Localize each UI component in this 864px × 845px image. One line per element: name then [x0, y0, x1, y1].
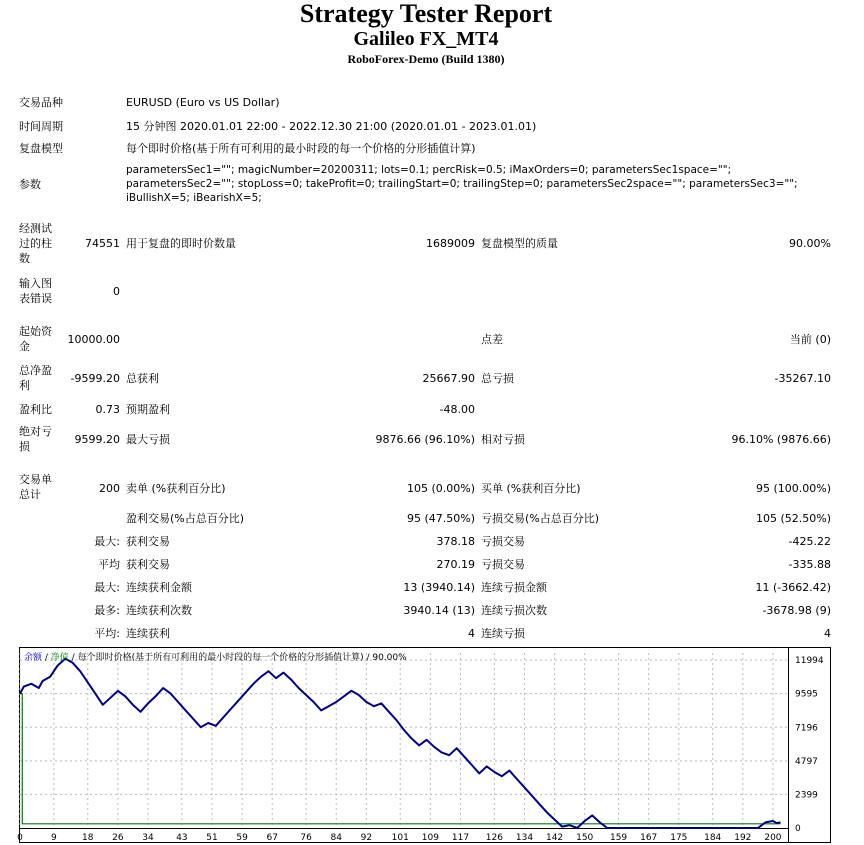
legend-sep-3: /	[363, 653, 373, 663]
short-positions-label: 卖单 (%获利百分比)	[126, 482, 226, 495]
max-drawdown-label: 最大亏损	[126, 433, 170, 446]
average-profit-value: 270.19	[436, 558, 475, 571]
errors-label: 输入图表错误	[19, 277, 52, 305]
server-build: RoboForex-Demo (Build 1380)	[347, 52, 505, 66]
rel-drawdown-label: 相对亏损	[481, 433, 525, 446]
chart-frame	[20, 648, 831, 843]
largest-loss-value: -425.22	[788, 535, 831, 548]
avg-consec-label: 平均:	[94, 627, 120, 640]
legend-equity: 净值	[50, 653, 69, 663]
expected-payoff-label: 预期盈利	[126, 403, 170, 416]
period-label: 时间周期	[19, 120, 63, 133]
y-tick-label: 0	[795, 824, 801, 834]
x-tick-label: 150	[576, 833, 594, 843]
report-title: Strategy Tester Report	[299, 0, 553, 28]
largest-profit-label: 获利交易	[126, 535, 170, 548]
quality-label: 复盘模型的质量	[481, 237, 558, 250]
balance-chart	[19, 647, 831, 843]
maximal-profit-value: 3940.14 (13)	[403, 604, 475, 617]
x-tick-label: 43	[176, 833, 188, 843]
model-label: 复盘模型	[19, 142, 63, 155]
largest-profit-value: 378.18	[436, 535, 475, 548]
y-tick-label: 7196	[795, 723, 818, 734]
gross-profit-value: 25667.90	[422, 372, 475, 385]
spread-label: 点差	[481, 333, 503, 346]
legend-quality: 90.00%	[372, 653, 407, 663]
x-tick-label: 101	[391, 833, 409, 843]
total-trades-label: 交易单总计	[19, 473, 52, 501]
largest-loss-label: 亏损交易	[481, 535, 525, 548]
net-profit-value: -9599.20	[70, 372, 120, 385]
gross-profit-label: 总获利	[126, 372, 159, 385]
average-profit-label: 获利交易	[126, 558, 170, 571]
profit-trades-label: 盈利交易(%占总百分比)	[126, 512, 245, 525]
quality-value: 90.00%	[789, 237, 831, 250]
deposit-value: 10000.00	[67, 333, 120, 346]
x-tick-label: 134	[515, 833, 534, 843]
bars-value: 74551	[85, 237, 120, 250]
ticks-label: 用于复盘的即时价数量	[126, 237, 236, 250]
errors-value: 0	[113, 285, 120, 298]
average-loss-label: 亏损交易	[481, 558, 525, 571]
rel-drawdown-value: 96.10% (9876.66)	[731, 433, 831, 446]
x-tick-label: 175	[670, 833, 688, 843]
largest-label: 最大:	[94, 535, 120, 548]
long-positions-label: 买单 (%获利百分比)	[481, 482, 581, 495]
x-tick-label: 159	[609, 833, 628, 843]
max-consec-losses-value: 11 (-3662.42)	[755, 581, 831, 594]
model-value: 每个即时价格(基于所有可利用的最小时段的每一个价格的分形插值计算)	[126, 142, 476, 155]
long-positions-value: 95 (100.00%)	[755, 482, 831, 495]
chart-legend	[24, 651, 407, 663]
y-tick-label: 2399	[795, 790, 818, 801]
x-tick-label: 51	[206, 833, 218, 843]
average-loss-value: -335.88	[788, 558, 831, 571]
avg-consec-wins-label: 连续获利	[126, 627, 170, 640]
avg-consec-losses-value: 4	[824, 627, 831, 640]
maximal-label: 最多:	[94, 604, 120, 617]
max-consec-label: 最大:	[94, 581, 120, 594]
short-positions-value: 105 (0.00%)	[406, 482, 475, 495]
maximal-profit-label: 连续获利次数	[126, 604, 192, 617]
profit-factor-value: 0.73	[95, 403, 120, 416]
gross-loss-label: 总亏损	[481, 372, 514, 385]
params-value: parametersSec1=""; magicNumber=20200311; lots=0.1; percRisk=0.5; iMaxOrders=0; parametersSec1space=""; parametersSec2=""; stopLoss=0; takeProfit=0; trailingStart=0; trailingStep=0; parametersSec2space=""; parametersSec3=""; iBullishX=5; iBearishX=5;	[126, 164, 798, 204]
legend-balance: 余额	[24, 653, 43, 663]
gross-loss-value: -35267.10	[774, 372, 831, 385]
ticks-value: 1689009	[426, 237, 475, 250]
max-consec-losses-label: 连续亏损金额	[481, 581, 547, 594]
avg-consec-wins-value: 4	[468, 627, 475, 640]
y-tick-label: 4797	[795, 756, 818, 767]
x-tick-label: 84	[330, 833, 342, 843]
period-value: 15 分钟图 2020.01.01 22:00 - 2022.12.30 21:00 (2020.01.01 - 2023.01.01)	[126, 120, 537, 133]
legend-sep-2: /	[68, 653, 78, 663]
bars-label: 经测试过的柱数	[19, 222, 52, 265]
max-consec-wins-label: 连续获利金额	[126, 581, 192, 594]
net-profit-label: 总净盈利	[19, 364, 52, 392]
x-tick-label: 34	[142, 833, 154, 843]
x-tick-label: 126	[485, 833, 503, 843]
x-tick-label: 0	[17, 833, 23, 843]
deposit-label: 起始资金	[19, 325, 52, 353]
x-tick-label: 167	[640, 833, 658, 843]
x-tick-label: 9	[51, 833, 57, 843]
expected-payoff-value: -48.00	[439, 403, 475, 416]
avg-consec-losses-label: 连续亏损	[481, 627, 525, 640]
x-tick-label: 109	[421, 833, 439, 843]
x-tick-label: 200	[764, 833, 782, 843]
loss-trades-label: 亏损交易(%占总百分比)	[481, 512, 600, 525]
profit-trades-value: 95 (47.50%)	[406, 512, 475, 525]
params-label: 参数	[19, 178, 41, 191]
profit-factor-label: 盈利比	[19, 403, 52, 416]
x-tick-label: 59	[236, 833, 248, 843]
x-tick-label: 26	[112, 833, 124, 843]
x-tick-label: 184	[704, 833, 722, 843]
y-tick-label: 9595	[795, 689, 818, 700]
x-tick-label: 92	[360, 833, 373, 843]
total-trades-value: 200	[99, 482, 120, 495]
maximal-loss-value: -3678.98 (9)	[762, 604, 831, 617]
x-tick-label: 192	[734, 833, 752, 843]
x-tick-label: 67	[266, 833, 278, 843]
loss-trades-value: 105 (52.50%)	[755, 512, 831, 525]
symbol-label: 交易品种	[19, 96, 63, 109]
legend-model: 每个即时价格(基于所有可利用的最小时段的每一个价格的分形插值计算)	[77, 653, 364, 663]
x-tick-label: 76	[300, 833, 312, 843]
abs-drawdown-label: 绝对亏损	[19, 425, 52, 453]
x-tick-label: 142	[545, 833, 564, 843]
average-label: 平均	[98, 558, 120, 571]
maximal-loss-label: 连续亏损次数	[481, 604, 547, 617]
legend-sep-1: /	[42, 653, 51, 663]
x-tick-label: 18	[82, 833, 94, 843]
symbol-value: EURUSD (Euro vs US Dollar)	[126, 96, 280, 109]
expert-name: Galileo FX_MT4	[353, 28, 499, 50]
abs-drawdown-value: 9599.20	[74, 433, 120, 446]
x-tick-label: 117	[451, 833, 470, 843]
spread-value: 当前 (0)	[789, 333, 831, 346]
max-drawdown-value: 9876.66 (96.10%)	[375, 433, 475, 446]
max-consec-wins-value: 13 (3940.14)	[403, 581, 475, 594]
y-tick-label: 11994	[795, 656, 824, 667]
